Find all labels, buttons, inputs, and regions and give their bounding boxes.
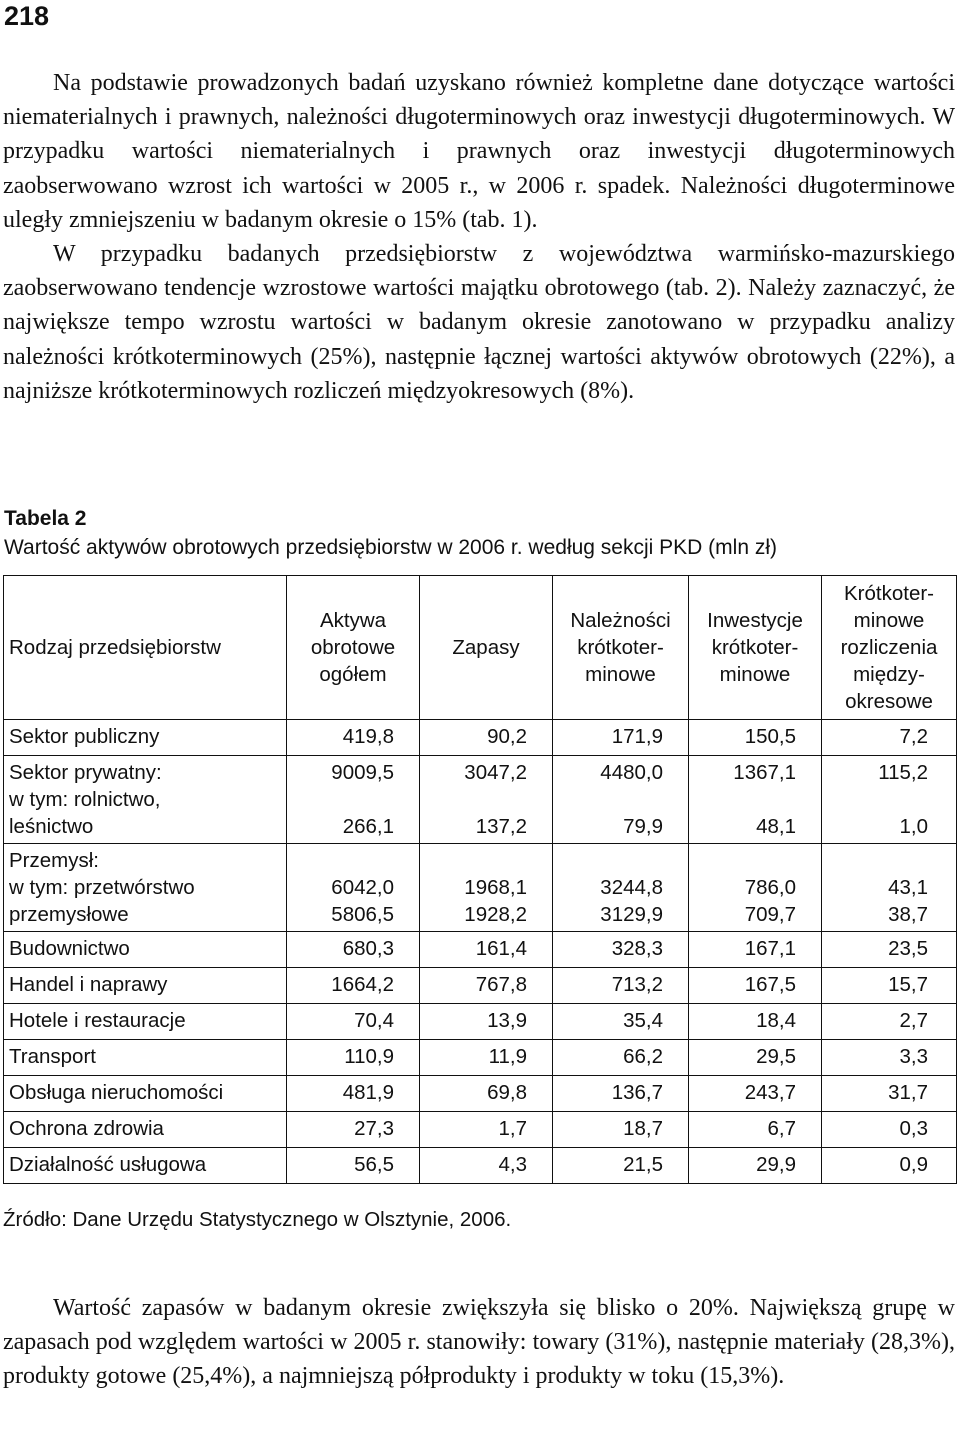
cell-receivables: 21,5 xyxy=(553,1148,689,1184)
cell-total: 419,8 xyxy=(287,720,420,756)
row-name: Ochrona zdrowia xyxy=(4,1112,287,1148)
cell-total: 70,4 xyxy=(287,1004,420,1040)
header-enterprise-type: Rodzaj przedsiębiorstw xyxy=(4,576,287,720)
cell-inventories: 767,8 xyxy=(420,968,553,1004)
cell-receivables: 35,4 xyxy=(553,1004,689,1040)
table-row xyxy=(4,932,957,968)
cell-receivables: 4480,0 79,9 xyxy=(553,756,689,844)
page-number: 218 xyxy=(4,1,50,31)
table-row xyxy=(4,720,957,756)
cell-prepayments: 31,7 xyxy=(822,1076,957,1112)
table-label: Tabela 2 xyxy=(4,507,87,530)
cell-prepayments: 115,2 1,0 xyxy=(822,756,957,844)
table-row xyxy=(4,1148,957,1184)
cell-prepayments: 23,5 xyxy=(822,932,957,968)
cell-investments: 29,5 xyxy=(689,1040,822,1076)
cell-inventories: 69,8 xyxy=(420,1076,553,1112)
cell-investments: 243,7 xyxy=(689,1076,822,1112)
cell-investments: 6,7 xyxy=(689,1112,822,1148)
cell-prepayments: 3,3 xyxy=(822,1040,957,1076)
cell-inventories: 90,2 xyxy=(420,720,553,756)
cell-prepayments: 7,2 xyxy=(822,720,957,756)
cell-receivables: 713,2 xyxy=(553,968,689,1004)
cell-investments: 786,0 709,7 xyxy=(689,844,822,932)
paragraph-inventories: Wartość zapasów w badanym okresie zwiększyła się blisko o 20%. Największą grupę w zapasach pod względem wartości w 2005 r. stanowiły: towary (31%), następnie materiały (28,3%), produkty gotowe (25,4%), a najmniejszą półprodukty i produkty w toku (15,3%). xyxy=(3,1295,955,1390)
cell-receivables: 171,9 xyxy=(553,720,689,756)
table-header-row xyxy=(4,576,957,720)
row-name: Sektor publiczny xyxy=(4,720,287,756)
cell-investments: 167,1 xyxy=(689,932,822,968)
cell-investments: 1367,1 48,1 xyxy=(689,756,822,844)
cell-total: 27,3 xyxy=(287,1112,420,1148)
current-assets-table xyxy=(3,575,957,1184)
cell-investments: 167,5 xyxy=(689,968,822,1004)
table-row xyxy=(4,1076,957,1112)
cell-receivables: 66,2 xyxy=(553,1040,689,1076)
cell-inventories: 13,9 xyxy=(420,1004,553,1040)
cell-inventories: 1968,1 1928,2 xyxy=(420,844,553,932)
table-row xyxy=(4,968,957,1004)
row-name: Przemysł: w tym: przetwórstwo przemysłowe xyxy=(4,844,287,932)
table-row xyxy=(4,756,957,844)
table-row xyxy=(4,844,957,932)
row-name: Hotele i restauracje xyxy=(4,1004,287,1040)
table-row xyxy=(4,1004,957,1040)
cell-prepayments: 15,7 xyxy=(822,968,957,1004)
cell-total: 56,5 xyxy=(287,1148,420,1184)
row-name: Sektor prywatny: w tym: rolnictwo, leśnictwo xyxy=(4,756,287,844)
cell-receivables: 328,3 xyxy=(553,932,689,968)
closing-paragraph-block xyxy=(3,1291,955,1394)
cell-investments: 29,9 xyxy=(689,1148,822,1184)
cell-receivables: 3244,8 3129,9 xyxy=(553,844,689,932)
cell-prepayments: 43,1 38,7 xyxy=(822,844,957,932)
paragraph-current-assets: W przypadku badanych przedsiębiorstw z województwa warmińsko-mazurskiego zaobserwowano tendencje wzrostowe wartości majątku obrotowego (tab. 2). Należy zaznaczyć, że największe tempo wzrostu wartości w badanym okresie zanotowano w przypadku analizy należności krótkoterminowych (25%), następnie łącznej wartości aktywów obrotowych (22%), a najniższe krótkoterminowych rozliczeń międzyokresowych (8%). xyxy=(3,241,955,404)
row-name: Działalność usługowa xyxy=(4,1148,287,1184)
cell-inventories: 161,4 xyxy=(420,932,553,968)
cell-inventories: 4,3 xyxy=(420,1148,553,1184)
cell-inventories: 3047,2 137,2 xyxy=(420,756,553,844)
cell-total: 6042,0 5806,5 xyxy=(287,844,420,932)
cell-total: 680,3 xyxy=(287,932,420,968)
cell-investments: 18,4 xyxy=(689,1004,822,1040)
header-short-term-investments: Inwestycje krótkoter- minowe xyxy=(689,576,822,720)
intro-paragraphs xyxy=(3,66,955,408)
cell-receivables: 136,7 xyxy=(553,1076,689,1112)
cell-prepayments: 0,9 xyxy=(822,1148,957,1184)
row-name: Handel i naprawy xyxy=(4,968,287,1004)
table-source: Źródło: Dane Urzędu Statystycznego w Olsztynie, 2006. xyxy=(3,1208,512,1231)
header-total-current-assets: Aktywa obrotowe ogółem xyxy=(287,576,420,720)
table-row xyxy=(4,1112,957,1148)
header-short-term-receivables: Należności krótkoter- minowe xyxy=(553,576,689,720)
table-caption: Wartość aktywów obrotowych przedsiębiorstw w 2006 r. według sekcji PKD (mln zł) xyxy=(4,536,777,559)
cell-investments: 150,5 xyxy=(689,720,822,756)
header-inventories: Zapasy xyxy=(420,576,553,720)
cell-inventories: 11,9 xyxy=(420,1040,553,1076)
row-name: Budownictwo xyxy=(4,932,287,968)
cell-prepayments: 0,3 xyxy=(822,1112,957,1148)
cell-total: 110,9 xyxy=(287,1040,420,1076)
cell-total: 1664,2 xyxy=(287,968,420,1004)
cell-total: 9009,5 266,1 xyxy=(287,756,420,844)
cell-inventories: 1,7 xyxy=(420,1112,553,1148)
paragraph-intangible-assets: Na podstawie prowadzonych badań uzyskano również kompletne dane dotyczące wartości niematerialnych i prawnych, należności długoterminowych oraz inwestycji długoterminowych. W przypadku wartości niematerialnych i prawnych oraz inwestycji długoterminowych zaobserwowano wzrost ich wartości w 2005 r., w 2006 r. spadek. Należności długoterminowe uległy zmniejszeniu w badanym okresie o 15% (tab. 1). xyxy=(3,70,955,233)
row-name: Transport xyxy=(4,1040,287,1076)
cell-total: 481,9 xyxy=(287,1076,420,1112)
header-prepayments: Krótkoter- minowe rozliczenia między- okresowe xyxy=(822,576,957,720)
cell-prepayments: 2,7 xyxy=(822,1004,957,1040)
row-name: Obsługa nieruchomości xyxy=(4,1076,287,1112)
cell-receivables: 18,7 xyxy=(553,1112,689,1148)
table-row xyxy=(4,1040,957,1076)
